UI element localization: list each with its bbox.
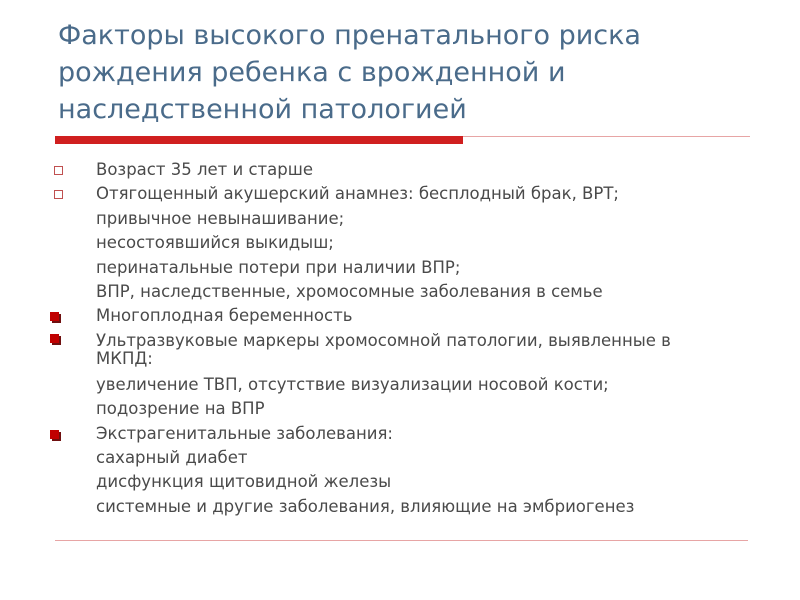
- list-subitem: [0, 397, 800, 421]
- title-divider-accent: [55, 136, 463, 144]
- list-item-text: Многоплодная беременность: [96, 306, 353, 326]
- list-item-text: сахарный диабет: [96, 447, 248, 467]
- list-subitem: [0, 231, 800, 255]
- title-line-3: наследственной патологией: [58, 94, 467, 125]
- list-subitem: [0, 495, 800, 519]
- list-item: [0, 304, 800, 328]
- list-item-text: дисфункция щитовидной железы: [96, 472, 392, 492]
- list-item: [0, 158, 800, 182]
- list-item-text: ВПР, наследственные, хромосомные заболевания в семье: [96, 281, 603, 301]
- list-item-text: увеличение ТВП, отсутствие визуализации носовой кости;: [96, 374, 609, 394]
- title-line-1: Факторы высокого пренатального риска: [58, 20, 641, 51]
- list-subitem: [0, 256, 800, 280]
- risk-factor-list: [0, 158, 800, 519]
- filled-square-bullet-icon: [50, 334, 59, 343]
- list-item: [0, 182, 800, 206]
- list-item: [0, 329, 696, 373]
- list-item-text: системные и другие заболевания, влияющие на эмбриогенез: [96, 496, 635, 516]
- list-subitem: [0, 280, 800, 304]
- list-subitem: [0, 446, 800, 470]
- filled-square-bullet-icon: [50, 430, 59, 439]
- list-item-text: Возраст 35 лет и старше: [96, 160, 313, 179]
- list-item-text: несостоявшийся выкидыш;: [96, 233, 334, 253]
- list-subitem: [0, 470, 800, 494]
- list-item: [0, 422, 800, 446]
- list-item-text: Отягощенный акушерский анамнез: бесплодный брак, ВРТ;: [96, 184, 619, 204]
- list-item-text: подозрение на ВПР: [96, 399, 265, 419]
- list-item-text: привычное невынашивание;: [96, 208, 345, 228]
- list-item-text: перинатальные потери при наличии ВПР;: [96, 257, 461, 277]
- filled-square-bullet-icon: [50, 312, 59, 321]
- footer-divider: [55, 540, 748, 541]
- list-subitem: [0, 207, 800, 231]
- slide-title: [58, 17, 758, 128]
- hollow-square-bullet-icon: [54, 190, 63, 199]
- hollow-square-bullet-icon: [54, 166, 63, 175]
- list-subitem: [0, 373, 800, 397]
- title-line-2: рождения ребенка с врожденной и: [58, 57, 566, 88]
- list-item-text: Экстрагенитальные заболевания:: [96, 423, 393, 443]
- list-item-text: Ультразвуковые маркеры хромосомной патологии, выявленные в МКПД:: [96, 330, 671, 368]
